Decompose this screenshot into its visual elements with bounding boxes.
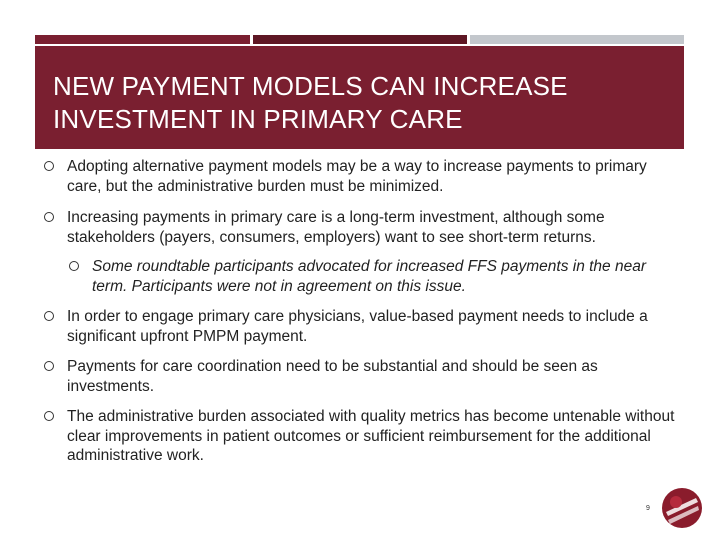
top-accent-bar-3 bbox=[470, 35, 684, 44]
bullet-circle-icon bbox=[44, 361, 54, 371]
page-number: 9 bbox=[646, 505, 650, 512]
bullet-circle-icon bbox=[69, 261, 79, 271]
bullet-circle-icon bbox=[44, 212, 54, 222]
sub-bullet-item bbox=[44, 257, 684, 296]
top-accent-bar-2 bbox=[253, 35, 467, 44]
title-band bbox=[35, 46, 684, 149]
bullet-text: Increasing payments in primary care is a long-term investment, although some stakeholders (payers, consumers, employers) want to see short-term returns. bbox=[67, 209, 605, 246]
bullet-circle-icon bbox=[44, 161, 54, 171]
bullet-item bbox=[44, 307, 684, 346]
bullet-circle-icon bbox=[44, 411, 54, 421]
organization-logo-icon bbox=[656, 484, 704, 532]
bullet-item bbox=[44, 357, 684, 396]
slide-title: NEW PAYMENT MODELS CAN INCREASE INVESTMENT IN PRIMARY CARE bbox=[53, 71, 568, 134]
bullet-circle-icon bbox=[44, 311, 54, 321]
bullet-item bbox=[44, 157, 684, 196]
bullet-item bbox=[44, 208, 684, 247]
bullet-text: The administrative burden associated with quality metrics has become untenable without clear improvements in patient outcomes or sufficient reimbursement for the additional administrative work. bbox=[67, 408, 675, 464]
bullet-text: In order to engage primary care physicians, value-based payment needs to include a significant upfront PMPM payment. bbox=[67, 308, 648, 345]
bullet-text: Adopting alternative payment models may be a way to increase payments to primary care, but the administrative burden must be minimized. bbox=[67, 158, 647, 195]
bullet-list bbox=[44, 155, 684, 466]
sub-bullet-text: Some roundtable participants advocated for increased FFS payments in the near term. Participants were not in agreement on this issue. bbox=[92, 258, 647, 295]
bullet-text: Payments for care coordination need to be substantial and should be seen as investments. bbox=[67, 358, 598, 395]
bullet-item bbox=[44, 407, 684, 466]
top-accent-bar-1 bbox=[35, 35, 250, 44]
